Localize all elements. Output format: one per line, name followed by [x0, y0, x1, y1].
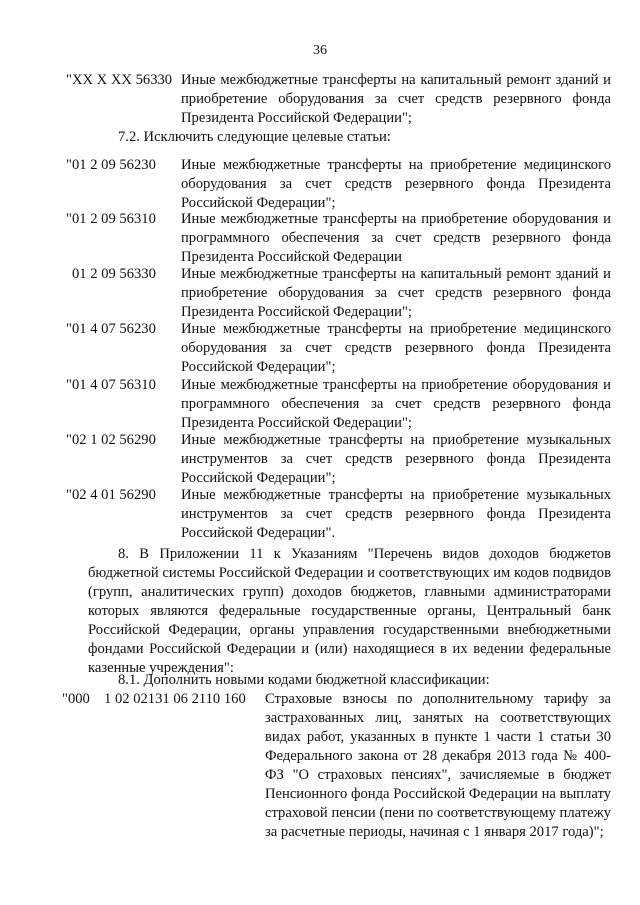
excluded-text: Иные межбюджетные трансферты на приобретение медицинского оборудования за счет средств резервного фонда Президента Российской Федерации";: [181, 157, 611, 211]
excluded-text: Иные межбюджетные трансферты на приобретение оборудования и программного обеспечения за счет средств резервного фонда Президента Российской Федерации";: [181, 377, 611, 431]
excluded-text: Иные межбюджетные трансферты на приобретение музыкальных инструментов за счет средств резервного фонда Президента Российской Федерации".: [181, 487, 611, 541]
excluded-code: "02 1 02 56290: [66, 432, 156, 448]
new-code-kbk: 1 02 02131 06 2110 160: [104, 691, 246, 707]
excluded-text: Иные межбюджетные трансферты на приобретение музыкальных инструментов за счет средств резервного фонда Президента Российской Федерации";: [181, 432, 611, 486]
top-entry-text: Иные межбюджетные трансферты на капитальный ремонт зданий и приобретение оборудования за счет средств резервного фонда Президента Российской Федерации";: [181, 72, 611, 126]
section-8-1: 8.1. Дополнить новыми кодами бюджетной классификации:: [118, 672, 490, 688]
new-code-admin: "000: [62, 691, 90, 707]
excluded-text: Иные межбюджетные трансферты на капитальный ремонт зданий и приобретение оборудования за счет средств резервного фонда Президента Российской Федерации";: [181, 266, 611, 320]
new-code-text: Страховые взносы по дополнительному тарифу за застрахованных лиц, занятых на соответствующих видах работ, указанных в пункте 1 части 1 статьи 30 Федерального закона от 28 декабря 2013 года № 400-ФЗ "О страховых пенсиях", зачисляемые в бюджет Пенсионного фонда Российской Федерации на выплату страховой пенсии (пени по соответствующему платежу за расчетные периоды, начиная с 1 января 2017 года)";: [265, 691, 611, 840]
excluded-code: "02 4 01 56290: [66, 487, 156, 503]
excluded-code: "01 2 09 56310: [66, 211, 156, 227]
excluded-code: 01 2 09 56330: [72, 266, 156, 282]
section-8: 8. В Приложении 11 к Указаниям "Перечень видов доходов бюджетов бюджетной системы Российской Федерации и соответствующих им кодов подвидов (групп, аналитических групп) доходов бюджетов, главными администраторами которых являются федеральные государственные органы, Центральный банк Российской Федерации, органы управления государственными внебюджетными фондами Российской Федерации и (или) находящиеся в их ведении федеральные казенные учреждения":: [88, 546, 611, 676]
excluded-code: "01 2 09 56230: [66, 157, 156, 173]
excluded-code: "01 4 07 56230: [66, 321, 156, 337]
excluded-code: "01 4 07 56310: [66, 377, 156, 393]
section-7-2: 7.2. Исключить следующие целевые статьи:: [118, 129, 391, 145]
page-number: 36: [313, 43, 327, 58]
top-entry-code: "XX X XX 56330: [66, 72, 173, 88]
excluded-text: Иные межбюджетные трансферты на приобретение медицинского оборудования за счет средств резервного фонда Президента Российской Федерации";: [181, 321, 611, 375]
excluded-text: Иные межбюджетные трансферты на приобретение оборудования и программного обеспечения за счет средств резервного фонда Президента Российской Федерации: [181, 211, 611, 265]
